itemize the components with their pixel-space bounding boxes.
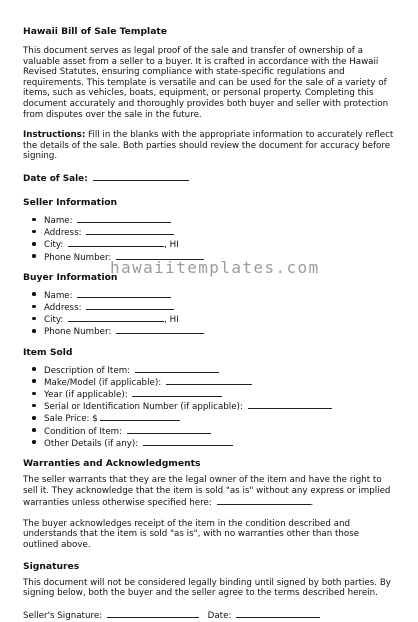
warranties-period: . — [310, 498, 314, 509]
item-year-blank[interactable] — [132, 388, 222, 397]
item-make-model-item — [44, 376, 396, 388]
seller-signature-label: Seller's Signature: — [23, 610, 103, 621]
item-list — [23, 364, 396, 449]
item-condition-label: Condition of Item: — [44, 426, 123, 437]
seller-state-suffix: , HI — [164, 240, 179, 251]
buyer-phone-blank[interactable] — [116, 325, 204, 334]
item-condition-blank[interactable] — [127, 425, 211, 434]
seller-heading: Seller Information — [23, 196, 118, 208]
item-price-label: Sale Price: $ — [44, 414, 98, 425]
seller-address-blank[interactable] — [86, 226, 174, 235]
item-heading: Item Sold — [23, 346, 73, 358]
item-description-label: Description of Item: — [44, 365, 131, 376]
item-condition-item — [44, 425, 396, 437]
document-title: Hawaii Bill of Sale Template — [23, 26, 168, 37]
date-of-sale-blank[interactable] — [93, 172, 189, 181]
seller-phone-label: Phone Number: — [44, 252, 112, 263]
item-year-item — [44, 388, 396, 400]
date-of-sale-line — [23, 172, 396, 185]
seller-name-blank[interactable] — [77, 214, 171, 223]
item-serial-label: Serial or Identification Number (if applicable): — [44, 402, 243, 413]
seller-name-label: Name: — [44, 215, 73, 226]
buyer-name-item — [44, 289, 396, 301]
instructions-label: Instructions: — [23, 130, 86, 141]
seller-address-label: Address: — [44, 228, 82, 239]
signature-date-label: Date: — [207, 610, 232, 621]
item-serial-blank[interactable] — [248, 400, 332, 409]
buyer-heading: Buyer Information — [23, 271, 118, 283]
item-price-blank[interactable] — [100, 412, 180, 421]
buyer-city-item — [44, 313, 396, 325]
item-other-item — [44, 437, 396, 449]
buyer-address-blank[interactable] — [86, 301, 174, 310]
buyer-name-label: Name: — [44, 290, 73, 301]
seller-signature-blank[interactable] — [107, 609, 199, 618]
buyer-name-blank[interactable] — [77, 289, 171, 298]
buyer-phone-label: Phone Number: — [44, 327, 112, 338]
warranties-heading: Warranties and Acknowledgments — [23, 457, 201, 469]
buyer-phone-item — [44, 325, 396, 337]
seller-city-item — [44, 238, 396, 250]
warranties-paragraph-1 — [23, 475, 396, 509]
item-serial-item — [44, 400, 396, 412]
item-other-label: Other Details (if any): — [44, 438, 139, 449]
buyer-city-label: City: — [44, 315, 64, 326]
item-make-model-blank[interactable] — [166, 376, 252, 385]
instructions-text: Fill in the blanks with the appropriate information to accurately reflect the details of the sale. Both parties should review the document for accuracy before signing. — [23, 130, 394, 162]
buyer-city-blank[interactable] — [68, 313, 164, 322]
warranties-blank[interactable] — [217, 496, 311, 505]
seller-name-item — [44, 214, 396, 226]
buyer-address-item — [44, 301, 396, 313]
buyer-state-suffix: , HI — [164, 315, 179, 326]
instructions-paragraph — [23, 130, 396, 162]
watermark-text: hawaiitemplates.com — [110, 258, 320, 277]
buyer-address-label: Address: — [44, 302, 82, 313]
intro-paragraph: This document serves as legal proof of the sale and transfer of ownership of a valuable asset from a seller to a buyer. It is crafted in accordance with the Hawaii Revised Statutes, ensuring compliance with state-specific regulations and requirements. This template is versatile and can be used for the sale of a variety of items, such as vehicles, boats, equipment, or personal property. Completing this document accurately and thoroughly provides both buyer and seller with protection from disputes over the sale in the future. — [23, 46, 389, 120]
signatures-heading: Signatures — [23, 560, 80, 572]
item-other-blank[interactable] — [143, 437, 233, 446]
item-description-blank[interactable] — [135, 364, 219, 373]
item-price-item — [44, 412, 396, 424]
seller-city-blank[interactable] — [68, 238, 164, 247]
signatures-paragraph: This document will not be considered legally binding until signed by both parties. By signing below, both the buyer and the seller agree to the terms described herein. — [23, 577, 391, 599]
seller-address-item — [44, 226, 396, 238]
item-description-item — [44, 364, 396, 376]
buyer-list — [23, 289, 396, 338]
signature-date-blank[interactable] — [236, 609, 320, 618]
signature-line — [23, 609, 396, 622]
item-year-label: Year (if applicable): — [44, 389, 128, 400]
seller-city-label: City: — [44, 240, 64, 251]
item-make-model-label: Make/Model (if applicable): — [44, 377, 162, 388]
warranties-text-1: The seller warrants that they are the legal owner of the item and have the right to sell it. They acknowledge that the item is sold "as is" without any express or implied warranties unless otherwise specified here: — [23, 474, 391, 509]
date-of-sale-label: Date of Sale: — [23, 173, 88, 184]
seller-list — [23, 214, 396, 263]
warranties-paragraph-2: The buyer acknowledges receipt of the item in the condition described and understands that the item is sold "as is", with no warranties other than those outlined above. — [23, 518, 360, 550]
